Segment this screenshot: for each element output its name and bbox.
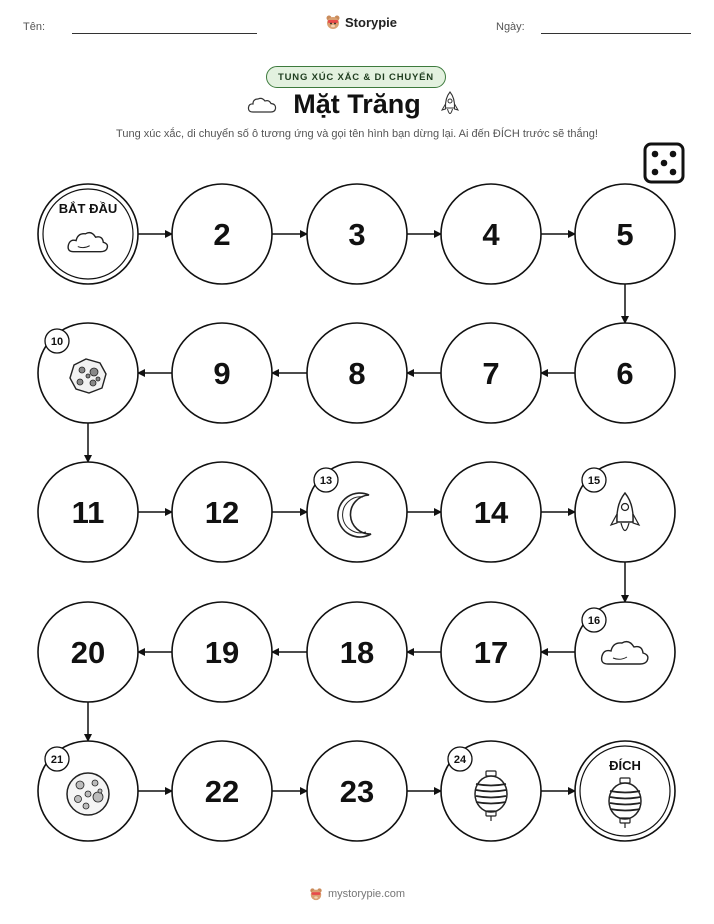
start-label: BẮT ĐẦU [58, 201, 118, 216]
board-cell[interactable] [172, 462, 272, 562]
board-cell[interactable] [575, 602, 675, 702]
brand-name: Storypie [345, 14, 398, 30]
cell-number: 9 [213, 356, 231, 391]
board-cell[interactable] [441, 602, 541, 702]
game-type-badge: TUNG XÚC XẮC & DI CHUYỂN [266, 66, 446, 88]
board-cell[interactable] [575, 184, 675, 284]
board-cell[interactable] [38, 184, 138, 284]
cell-number: 23 [339, 774, 375, 809]
board-cell[interactable] [441, 184, 541, 284]
page-title: Mặt Trăng [293, 89, 421, 119]
cell-number: 22 [204, 774, 240, 809]
cell-number: 17 [473, 635, 509, 670]
board-cell[interactable] [172, 741, 272, 841]
name-label: Tên: [23, 21, 46, 33]
board-cell[interactable] [307, 462, 407, 562]
board-cells [38, 184, 675, 841]
cell-number-badge: 21 [50, 754, 64, 766]
board-cell[interactable] [172, 602, 272, 702]
cell-number: 18 [339, 635, 375, 670]
cell-number: 6 [616, 356, 634, 391]
board-cell[interactable] [307, 323, 407, 423]
cell-number: 7 [482, 356, 500, 391]
cell-number: 12 [204, 495, 240, 530]
board-cell[interactable] [575, 741, 675, 841]
cell-number-badge: 13 [319, 475, 333, 487]
board-cell[interactable] [307, 184, 407, 284]
board-cell[interactable] [38, 602, 138, 702]
cell-number-badge: 15 [587, 475, 601, 487]
board-cell[interactable] [172, 184, 272, 284]
cell-number: 3 [348, 217, 366, 252]
board-cell[interactable] [441, 741, 541, 841]
instructions: Tung xúc xắc, di chuyển số ô tương ứng và gọi tên hình bạn dừng lại. Ai đến ĐÍCH trước sẽ thắng! [116, 128, 598, 140]
board-cell[interactable] [307, 741, 407, 841]
board-cell[interactable] [172, 323, 272, 423]
board-cell[interactable] [38, 462, 138, 562]
finish-label: ĐÍCH [609, 758, 641, 773]
date-label: Ngày: [496, 21, 525, 33]
moon-planet-icon [67, 773, 109, 815]
board-cell[interactable] [575, 462, 675, 562]
board-cell[interactable] [38, 323, 138, 423]
cell-number: 4 [482, 217, 500, 252]
cell-number: 2 [213, 217, 231, 252]
board-cell[interactable] [307, 602, 407, 702]
cell-number: 19 [204, 635, 240, 670]
cell-number: 20 [70, 635, 106, 670]
board-cell[interactable] [441, 323, 541, 423]
board-cell[interactable] [441, 462, 541, 562]
cell-number-badge: 24 [453, 754, 467, 766]
board-cell[interactable] [38, 741, 138, 841]
board-cell[interactable] [575, 323, 675, 423]
cell-number-badge: 10 [50, 336, 64, 348]
cell-number: 11 [71, 495, 105, 530]
cell-number: 14 [473, 495, 509, 530]
cell-number-badge: 16 [587, 615, 601, 627]
cell-number: 5 [616, 217, 634, 252]
footer-url: mystorypie.com [327, 888, 406, 900]
footer [0, 887, 714, 901]
bear-logo-icon [309, 887, 323, 901]
cell-number: 8 [348, 356, 366, 391]
asteroid-icon [70, 359, 106, 393]
